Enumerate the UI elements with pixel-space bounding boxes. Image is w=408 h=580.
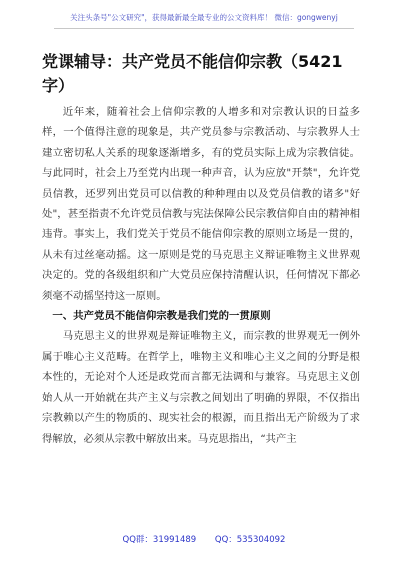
section-heading: 一、共产党员不能信仰宗教是我们党的一贯原则 xyxy=(52,310,271,323)
section-paragraph: 马克思主义的世界观是辩证唯物主义，而宗教的世界观无一例外属于唯心主义范畴。在哲学上，唯物主义和唯心主义之间的分野是根本性的，无论对个人还是政党而言都无法调和与兼容。马克思主义创始人从一开始就在共产主义与宗教之间划出了明确的界限，不仅指出宗教赖以产生的物质的、现实社会的根源，而且指出无产阶级为了求得解放，必须从宗教中解放出来。马克思指出，“共产主 xyxy=(42,330,360,445)
footer-contact xyxy=(0,532,408,548)
header-banner: 关注头条号"公文研究"，获得最新最全最专业的公文资料库！ 微信：gongwenyj xyxy=(54,10,354,29)
footer-qq-group: QQ群：31991489 xyxy=(122,535,197,545)
document-title: 党课辅导：共产党员不能信仰宗教（5421字） xyxy=(42,52,343,95)
intro-paragraph: 近年来，随着社会上信仰宗教的人增多和对宗教认识的日益多样，一个值得注意的现象是，共产党员参与宗教活动、与宗教界人士建立密切私人关系的现象逐渐增多，有的党员实际上成为宗教信徒。与此同时，社会上乃至党内出现一种声音，认为应放"开禁"，允许党员信教，还罗列出党员可以信教的种种理由以及党员信教的诸多"好处"，甚至指责不允许党员信教与宪法保障公民宗教信仰自由的精神相违背。事实上，我们党关于党员不能信仰宗教的原则立场是一贯的，从未有过丝毫动摇。这一原则是党的马克思主义辩证唯物主义世界观决定的。党的各级组织和广大党员应保持清醒认识，任何情况下都必须毫不动摇坚持这一原则。 xyxy=(42,106,360,302)
footer-qq: QQ：535304092 xyxy=(214,535,286,545)
document-body xyxy=(42,102,360,449)
